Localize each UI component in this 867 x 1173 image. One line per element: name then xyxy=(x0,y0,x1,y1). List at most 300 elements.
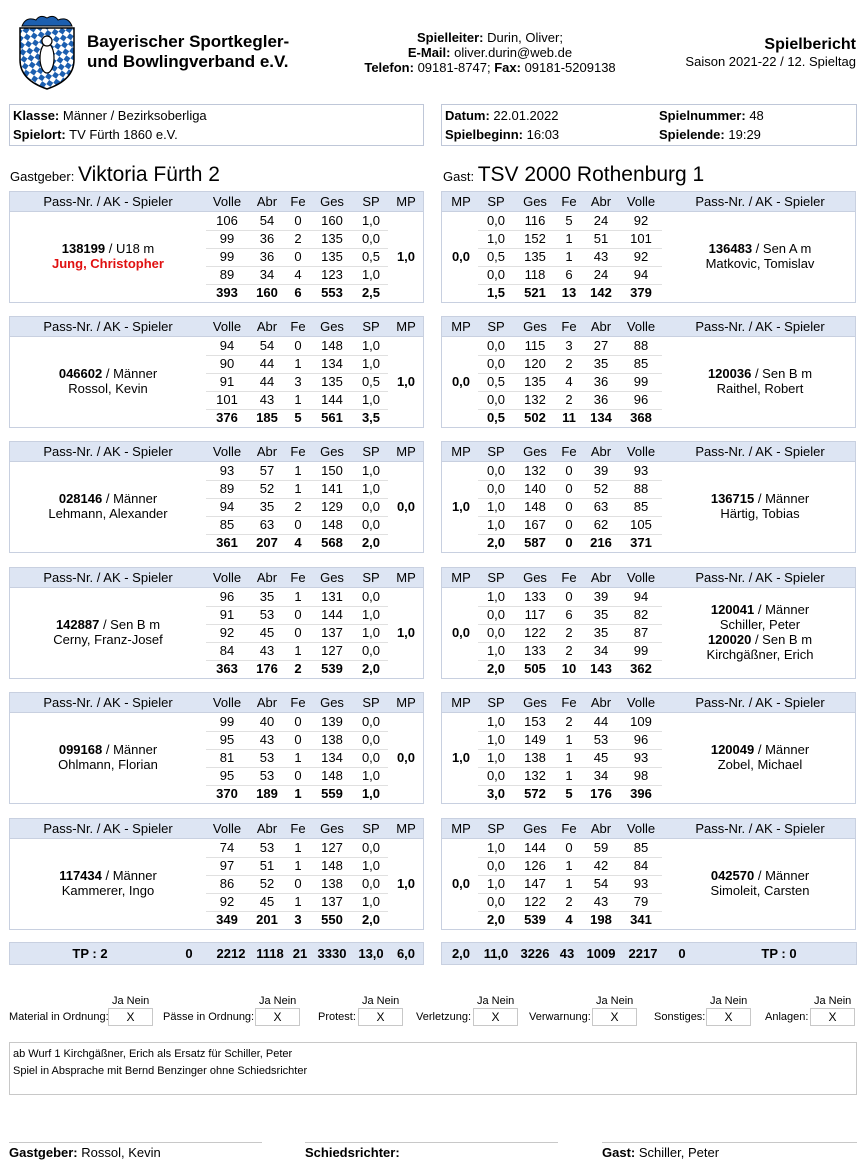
score-cell: 138 xyxy=(321,876,343,891)
score-cell: 1,0 xyxy=(361,338,381,353)
score-cell: 0 xyxy=(294,732,302,747)
score-cell: 133 xyxy=(524,643,546,658)
score-cell: 134 xyxy=(321,750,343,765)
player-name: Ohlmann, Florian xyxy=(58,757,158,772)
score-cell: 2 xyxy=(565,625,573,640)
score-cell: 45 xyxy=(259,625,275,640)
score-cell: 1 xyxy=(565,858,573,873)
total-cell: 2,0 xyxy=(486,912,506,927)
total-cell: 363 xyxy=(216,661,238,676)
ja-nein-label: Ja Nein xyxy=(477,995,515,1007)
column-header-cell: Ges xyxy=(320,194,344,209)
column-header-cell: Pass-Nr. / AK - Spieler xyxy=(695,444,825,459)
score-cell: 138 xyxy=(321,732,343,747)
check-label: Sonstiges: xyxy=(654,1011,706,1023)
player-name: Kirchgäßner, Erich xyxy=(706,647,814,662)
column-header-cell: Abr xyxy=(256,695,278,710)
score-cell: 132 xyxy=(524,463,546,478)
mp-value: 1,0 xyxy=(451,750,471,765)
score-cell: 51 xyxy=(593,231,609,246)
check-box[interactable]: X xyxy=(255,1008,300,1026)
score-cell: 53 xyxy=(593,732,609,747)
total-cell: 198 xyxy=(590,912,612,927)
total-cell: 521 xyxy=(524,285,546,300)
score-cell: 0,0 xyxy=(486,481,506,496)
total-cell: 539 xyxy=(321,661,343,676)
column-header-cell: Fe xyxy=(290,695,306,710)
tel-label: Telefon: xyxy=(364,60,414,75)
score-cell: 0,0 xyxy=(361,231,381,246)
column-header-cell: Pass-Nr. / AK - Spieler xyxy=(43,194,173,209)
score-cell: 0,5 xyxy=(361,249,381,264)
column-header xyxy=(10,693,423,713)
score-cell: 0,0 xyxy=(361,517,381,532)
column-header-cell: Volle xyxy=(626,570,656,585)
score-cell: 53 xyxy=(259,607,275,622)
score-cell: 94 xyxy=(633,589,649,604)
pass-line xyxy=(10,366,206,381)
score-cell: 1 xyxy=(565,750,573,765)
check-box[interactable]: X xyxy=(592,1008,637,1026)
datum-label: Datum: xyxy=(445,108,490,123)
player-name: Schiller, Peter xyxy=(719,617,801,632)
score-cell: 127 xyxy=(321,643,343,658)
score-cell: 2 xyxy=(565,714,573,729)
total-cell: 368 xyxy=(630,410,652,425)
total-cell: 3,5 xyxy=(361,410,381,425)
score-cell: 147 xyxy=(524,876,546,891)
fax-label: Fax: xyxy=(494,60,521,75)
column-header xyxy=(442,568,855,588)
score-cell: 52 xyxy=(259,481,275,496)
home-signature-name: Rossol, Kevin xyxy=(81,1145,161,1160)
total-cell: 4 xyxy=(565,912,573,927)
total-cell: 43 xyxy=(559,946,575,961)
score-cell: 1,0 xyxy=(361,625,381,640)
score-cell: 0,0 xyxy=(486,625,506,640)
total-cell: 176 xyxy=(256,661,278,676)
score-cell: 3 xyxy=(294,374,302,389)
score-cell: 39 xyxy=(593,589,609,604)
score-cell: 0,0 xyxy=(361,750,381,765)
total-cell: 201 xyxy=(256,912,278,927)
score-cell: 94 xyxy=(219,499,235,514)
column-header-cell: Ges xyxy=(320,319,344,334)
score-cell: 52 xyxy=(259,876,275,891)
column-header-cell: Fe xyxy=(290,821,306,836)
score-cell: 34 xyxy=(259,267,275,282)
pass-number: 028146 xyxy=(58,491,103,506)
total-cell: 3330 xyxy=(317,946,347,961)
column-header xyxy=(442,317,855,337)
score-cell: 1,0 xyxy=(486,589,506,604)
score-cell: 120 xyxy=(524,356,546,371)
score-cell: 43 xyxy=(593,894,609,909)
mp-value: 0,0 xyxy=(451,374,471,389)
score-cell: 45 xyxy=(593,750,609,765)
home-totals-row xyxy=(9,942,424,965)
score-cell: 133 xyxy=(524,589,546,604)
score-cell: 1,0 xyxy=(361,481,381,496)
column-header-cell: Fe xyxy=(561,194,577,209)
score-cell: 0 xyxy=(565,589,573,604)
report-heading: Spielbericht xyxy=(764,36,856,53)
score-cell: 85 xyxy=(633,840,649,855)
score-cell: 1,0 xyxy=(361,858,381,873)
score-cell: 129 xyxy=(321,499,343,514)
total-cell: 2212 xyxy=(216,946,246,961)
age-class: / Männer xyxy=(101,868,157,883)
report-title xyxy=(685,36,856,70)
score-cell: 1 xyxy=(565,249,573,264)
total-cell: 370 xyxy=(216,786,238,801)
season-info: Saison 2021-22 / 12. Spieltag xyxy=(685,54,856,69)
column-header-cell: Ges xyxy=(320,821,344,836)
score-cell: 122 xyxy=(524,625,546,640)
email-value[interactable]: oliver.durin@web.de xyxy=(454,45,573,60)
mp-value: 0,0 xyxy=(396,750,416,765)
score-cell: 141 xyxy=(321,481,343,496)
home-signature-label: Gastgeber: xyxy=(9,1145,78,1160)
column-header-cell: MP xyxy=(396,821,416,836)
score-cell: 139 xyxy=(321,714,343,729)
match-info-left xyxy=(9,104,424,146)
pass-number: 046602 xyxy=(58,366,103,381)
player-info xyxy=(10,366,206,396)
score-cell: 1 xyxy=(294,481,302,496)
pass-number: 120041 xyxy=(710,602,755,617)
score-cell: 34 xyxy=(593,643,609,658)
total-cell: 3226 xyxy=(520,946,550,961)
check-label: Protest: xyxy=(318,1011,356,1023)
score-cell: 1 xyxy=(294,894,302,909)
score-cell: 1 xyxy=(294,840,302,855)
score-cell: 0 xyxy=(294,517,302,532)
column-header-cell: Pass-Nr. / AK - Spieler xyxy=(43,570,173,585)
player-name: Raithel, Robert xyxy=(716,381,804,396)
score-cell: 1,0 xyxy=(361,356,381,371)
column-header-cell: Pass-Nr. / AK - Spieler xyxy=(695,319,825,334)
pass-number: 120049 xyxy=(710,742,755,757)
column-header-cell: Pass-Nr. / AK - Spieler xyxy=(43,821,173,836)
score-cell: 0,0 xyxy=(486,858,506,873)
age-class: / Männer xyxy=(754,742,810,757)
score-cell: 62 xyxy=(593,517,609,532)
ja-nein-label: Ja Nein xyxy=(112,995,150,1007)
score-cell: 1,0 xyxy=(486,517,506,532)
score-cell: 0 xyxy=(294,768,302,783)
player-name: Zobel, Michael xyxy=(717,757,803,772)
column-header-cell: Volle xyxy=(212,695,242,710)
score-cell: 1,0 xyxy=(361,607,381,622)
away-team-title xyxy=(443,163,704,187)
organization-name xyxy=(87,32,289,72)
score-cell: 135 xyxy=(321,231,343,246)
home-signature xyxy=(9,1142,262,1160)
column-header xyxy=(10,819,423,839)
check-box[interactable]: X xyxy=(706,1008,751,1026)
total-cell: 361 xyxy=(216,535,238,550)
check-box[interactable]: X xyxy=(810,1008,855,1026)
check-box[interactable]: X xyxy=(358,1008,403,1026)
away-player-block xyxy=(441,441,856,553)
column-header xyxy=(442,442,855,462)
score-cell: 160 xyxy=(321,213,343,228)
klasse-value: Männer / Bezirksoberliga xyxy=(62,108,207,123)
score-cell: 2 xyxy=(565,894,573,909)
score-cell: 99 xyxy=(219,231,235,246)
bskv-crest-logo xyxy=(16,14,78,90)
score-cell: 1 xyxy=(294,643,302,658)
column-header xyxy=(442,819,855,839)
home-player-block xyxy=(9,567,424,679)
pass-number: 136715 xyxy=(710,491,755,506)
score-cell: 4 xyxy=(294,267,302,282)
total-cell: 3 xyxy=(294,912,302,927)
team-points: TP : 0 xyxy=(761,946,797,961)
home-player-block xyxy=(9,692,424,804)
column-header-cell: SP xyxy=(487,194,505,209)
column-header-cell: Volle xyxy=(212,821,242,836)
total-cell: 2,0 xyxy=(451,946,471,961)
score-cell: 167 xyxy=(524,517,546,532)
column-header-cell: Abr xyxy=(590,194,612,209)
score-cell: 131 xyxy=(321,589,343,604)
score-cell: 0 xyxy=(565,499,573,514)
ende-label: Spielende: xyxy=(659,127,725,142)
score-cell: 1 xyxy=(294,858,302,873)
score-cell: 138 xyxy=(524,750,546,765)
total-cell: 10 xyxy=(561,661,577,676)
column-header-cell: Fe xyxy=(290,194,306,209)
column-header-cell: Abr xyxy=(590,319,612,334)
score-cell: 115 xyxy=(524,338,546,353)
score-cell: 1,0 xyxy=(361,894,381,909)
age-class: / U18 m xyxy=(105,241,155,256)
score-cell: 94 xyxy=(633,267,649,282)
total-cell: 568 xyxy=(321,535,343,550)
score-cell: 93 xyxy=(219,463,235,478)
score-cell: 43 xyxy=(593,249,609,264)
score-cell: 90 xyxy=(219,356,235,371)
score-cell: 27 xyxy=(593,338,609,353)
total-cell: 185 xyxy=(256,410,278,425)
total-cell: 2,5 xyxy=(361,285,381,300)
player-name: Rossol, Kevin xyxy=(68,381,148,396)
column-header-cell: Ges xyxy=(523,444,547,459)
column-header-cell: Volle xyxy=(626,444,656,459)
total-cell: 587 xyxy=(524,535,546,550)
total-cell: 143 xyxy=(590,661,612,676)
score-cell: 63 xyxy=(259,517,275,532)
check-label: Verletzung: xyxy=(416,1011,472,1023)
score-cell: 0,0 xyxy=(486,392,506,407)
klasse-label: Klasse: xyxy=(13,108,60,123)
score-cell: 148 xyxy=(321,768,343,783)
spielort-value: TV Fürth 1860 e.V. xyxy=(69,127,178,142)
pass-line xyxy=(662,868,858,883)
score-cell: 0,0 xyxy=(486,768,506,783)
score-cell: 86 xyxy=(219,876,235,891)
age-class: / Männer xyxy=(754,491,810,506)
score-cell: 6 xyxy=(565,607,573,622)
pass-number: 120036 xyxy=(707,366,752,381)
beginn-label: Spielbeginn: xyxy=(445,127,523,142)
score-cell: 2 xyxy=(565,392,573,407)
score-cell: 0,5 xyxy=(486,249,506,264)
column-header-cell: Abr xyxy=(256,444,278,459)
column-header-cell: Ges xyxy=(320,695,344,710)
total-cell: 2217 xyxy=(628,946,658,961)
total-cell: 1,5 xyxy=(486,285,506,300)
score-cell: 79 xyxy=(633,894,649,909)
nummer-label: Spielnummer: xyxy=(659,108,746,123)
score-cell: 74 xyxy=(219,840,235,855)
score-cell: 2 xyxy=(565,356,573,371)
column-header-cell: SP xyxy=(487,695,505,710)
pass-number: 136483 xyxy=(708,241,753,256)
score-cell: 152 xyxy=(524,231,546,246)
total-cell: 189 xyxy=(256,786,278,801)
column-header-cell: Ges xyxy=(523,695,547,710)
mp-value: 1,0 xyxy=(396,625,416,640)
column-header-cell: SP xyxy=(362,194,380,209)
age-class: / Männer xyxy=(102,742,158,757)
score-cell: 0,0 xyxy=(361,499,381,514)
total-cell: 393 xyxy=(216,285,238,300)
total-cell: 505 xyxy=(524,661,546,676)
column-header-cell: SP xyxy=(487,319,505,334)
column-header-cell: Fe xyxy=(561,695,577,710)
column-header-cell: Volle xyxy=(212,319,242,334)
score-cell: 84 xyxy=(219,643,235,658)
leiter-label: Spielleiter: xyxy=(417,30,484,45)
score-cell: 0 xyxy=(294,338,302,353)
score-cell: 0,0 xyxy=(486,267,506,282)
score-cell: 81 xyxy=(219,750,235,765)
ja-nein-label: Ja Nein xyxy=(259,995,297,1007)
score-cell: 1,0 xyxy=(486,732,506,747)
score-cell: 149 xyxy=(524,732,546,747)
age-class: / Männer xyxy=(102,491,158,506)
column-header-cell: Abr xyxy=(256,319,278,334)
age-class: / Sen B m xyxy=(751,632,813,647)
column-header-cell: SP xyxy=(487,821,505,836)
away-player-block xyxy=(441,191,856,303)
total-cell: 142 xyxy=(590,285,612,300)
column-header-cell: Pass-Nr. / AK - Spieler xyxy=(43,695,173,710)
score-cell: 122 xyxy=(524,894,546,909)
score-cell: 88 xyxy=(633,481,649,496)
column-header-cell: Ges xyxy=(523,194,547,209)
score-cell: 34 xyxy=(593,768,609,783)
score-cell: 53 xyxy=(259,750,275,765)
score-cell: 0,0 xyxy=(486,338,506,353)
score-cell: 54 xyxy=(593,876,609,891)
score-cell: 0,0 xyxy=(486,213,506,228)
score-cell: 1 xyxy=(565,231,573,246)
total-cell: 559 xyxy=(321,786,343,801)
total-cell: 176 xyxy=(590,786,612,801)
score-cell: 45 xyxy=(259,894,275,909)
column-header-cell: SP xyxy=(487,444,505,459)
total-cell: 2,0 xyxy=(361,912,381,927)
column-header xyxy=(442,192,855,212)
total-cell: 13,0 xyxy=(358,946,384,961)
datum-value: 22.01.2022 xyxy=(493,108,559,123)
player-name: Cerny, Franz-Josef xyxy=(53,632,163,647)
score-cell: 92 xyxy=(219,625,235,640)
score-cell: 54 xyxy=(259,338,275,353)
score-cell: 1,0 xyxy=(486,750,506,765)
mp-value: 0,0 xyxy=(451,625,471,640)
pass-line xyxy=(10,241,206,256)
total-cell: 561 xyxy=(321,410,343,425)
ja-nein-label: Ja Nein xyxy=(710,995,748,1007)
age-class: / Männer xyxy=(102,366,158,381)
team-points: TP : 2 xyxy=(72,946,108,961)
score-cell: 52 xyxy=(593,481,609,496)
match-info-right xyxy=(441,104,857,146)
check-label: Material in Ordnung: xyxy=(9,1011,109,1023)
total-cell: 362 xyxy=(630,661,652,676)
score-cell: 2 xyxy=(565,643,573,658)
score-cell: 3 xyxy=(565,338,573,353)
score-cell: 153 xyxy=(524,714,546,729)
column-header-cell: Ges xyxy=(523,570,547,585)
column-header-cell: MP xyxy=(396,194,416,209)
score-cell: 0,0 xyxy=(361,876,381,891)
player-info xyxy=(10,491,206,521)
score-cell: 117 xyxy=(524,607,546,622)
total-cell: 5 xyxy=(565,786,573,801)
score-cell: 0 xyxy=(294,714,302,729)
score-cell: 99 xyxy=(633,374,649,389)
contact-info xyxy=(340,30,640,75)
score-cell: 0 xyxy=(294,607,302,622)
score-cell: 92 xyxy=(633,249,649,264)
ja-nein-label: Ja Nein xyxy=(362,995,400,1007)
score-cell: 134 xyxy=(321,356,343,371)
total-cell: 349 xyxy=(216,912,238,927)
score-cell: 85 xyxy=(219,517,235,532)
score-cell: 148 xyxy=(321,338,343,353)
score-cell: 1 xyxy=(294,392,302,407)
total-cell: 376 xyxy=(216,410,238,425)
score-cell: 1,0 xyxy=(486,231,506,246)
score-cell: 132 xyxy=(524,768,546,783)
score-cell: 93 xyxy=(633,463,649,478)
column-header-cell: SP xyxy=(362,319,380,334)
referee-signature-label: Schiedsrichter: xyxy=(305,1145,400,1160)
score-cell: 87 xyxy=(633,625,649,640)
total-cell: 11 xyxy=(562,410,576,425)
player-name: Simoleit, Carsten xyxy=(710,883,810,898)
score-cell: 35 xyxy=(259,589,275,604)
away-totals-row xyxy=(441,942,857,965)
score-cell: 44 xyxy=(593,714,609,729)
total-cell: 2 xyxy=(294,661,302,676)
away-signature-name: Schiller, Peter xyxy=(638,1145,720,1160)
email-label: E-Mail: xyxy=(407,45,451,60)
total-cell: 2,0 xyxy=(361,661,381,676)
check-box[interactable]: X xyxy=(108,1008,153,1026)
total-cell: 160 xyxy=(256,285,278,300)
score-cell: 89 xyxy=(219,481,235,496)
score-cell: 39 xyxy=(593,463,609,478)
score-cell: 24 xyxy=(593,267,609,282)
check-box[interactable]: X xyxy=(473,1008,518,1026)
